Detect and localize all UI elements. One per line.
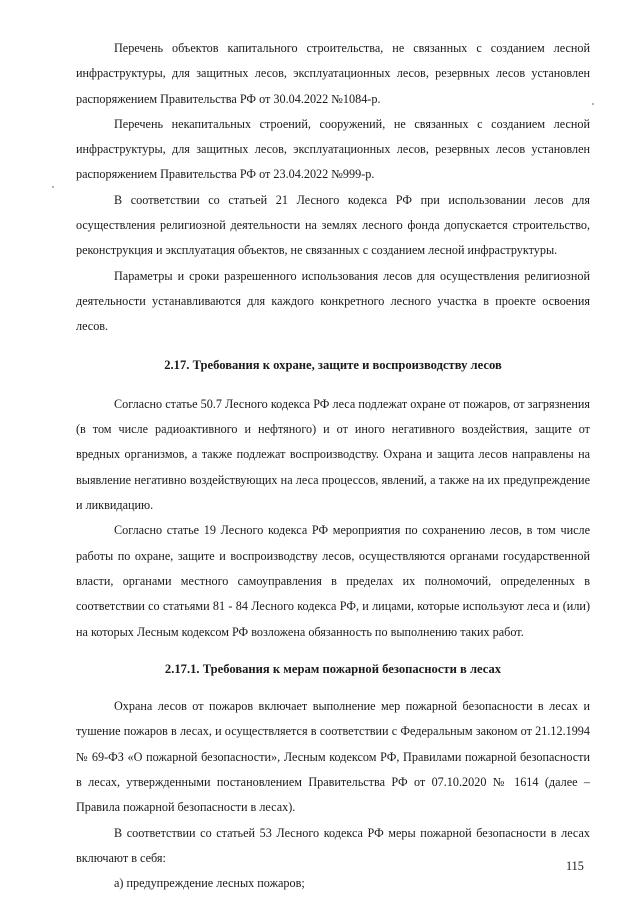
page-body — [76, 36, 590, 897]
list-item-a-fire-prevention: а) предупреждение лесных пожаров; — [114, 876, 305, 891]
paragraph-fire-safety-measures-art-53: В соответствии со статьей 53 Лесного кодекса РФ меры пожарной безопасности в лесах включают в себя: — [76, 825, 590, 865]
section-heading-2-17-1: 2.17.1. Требования к мерам пожарной безопасности в лесах — [164, 661, 502, 676]
paragraph-noncapital-structures-list: Перечень некапитальных строений, сооружений, не связанных с созданием лесной инфраструктуры, для защитных лесов, эксплуатационных лесов, резервных лесов установлен распоряжением Правительства РФ от 23.04.2022 №999-р. — [76, 116, 590, 182]
scan-speck — [592, 103, 594, 105]
section-heading-2-17: 2.17. Требования к охране, защите и воспроизводству лесов — [164, 357, 502, 372]
paragraph-fire-protection-legal-basis: Охрана лесов от пожаров включает выполнение мер пожарной безопасности в лесах и тушение пожаров в лесах, и осуществляется в соответствии с Федеральным законом от 21.12.1994 № 69-ФЗ «О пожарной безопасности», Лесным кодексом РФ, Правилами пожарной безопасности в лесах, утвержденными постановлением Правительства РФ от 07.10.2020 № 1614 (далее – Правила пожарной безопасности в лесах). — [76, 699, 590, 815]
paragraph-capital-construction-list: Перечень объектов капитального строительства, не связанных с созданием лесной инфраструктуры, для защитных лесов, эксплуатационных лесов, резервных лесов установлен распоряжением Правительства РФ от 30.04.2022 №1084-р. — [76, 41, 590, 106]
scan-speck — [52, 186, 54, 188]
paragraph-forest-conservation-art-19: Согласно статье 19 Лесного кодекса РФ мероприятия по сохранению лесов, в том числе работы по охране, защите и воспроизводству лесов, осуществляются органами государственной власти, органами местного самоуправления в пределах их полномочий, определенных в соответствии со статьями 81 - 84 Лесного кодекса РФ, и лицами, которые используют леса и (или) на которых Лесным кодексом РФ возложена обязанность по выполнению таких работ. — [76, 523, 590, 639]
page-number: 115 — [566, 859, 584, 873]
paragraph-forest-protection-art-50-7: Согласно статье 50.7 Лесного кодекса РФ леса подлежат охране от пожаров, от загрязнения (в том числе радиоактивного и нефтяного) и от иного негативного воздействия, защите от вредных организмов, а также подлежат воспроизводству. Охрана и защита лесов направлены на выявление негативно воздействующих на леса процессов, явлений, а также на их предупреждение и ликвидацию. — [76, 396, 590, 513]
paragraph-religious-activity-parameters: Параметры и сроки разрешенного использования лесов для осуществления религиозной деятельности устанавливаются для каждого конкретного лесного участка в проекте освоения лесов. — [76, 268, 590, 334]
paragraph-religious-activity-construction: В соответствии со статьей 21 Лесного кодекса РФ при использовании лесов для осуществления религиозной деятельности на землях лесного фонда допускается строительство, реконструкция и эксплуатация объектов, не связанных с созданием лесной инфраструктуры. — [76, 192, 590, 258]
